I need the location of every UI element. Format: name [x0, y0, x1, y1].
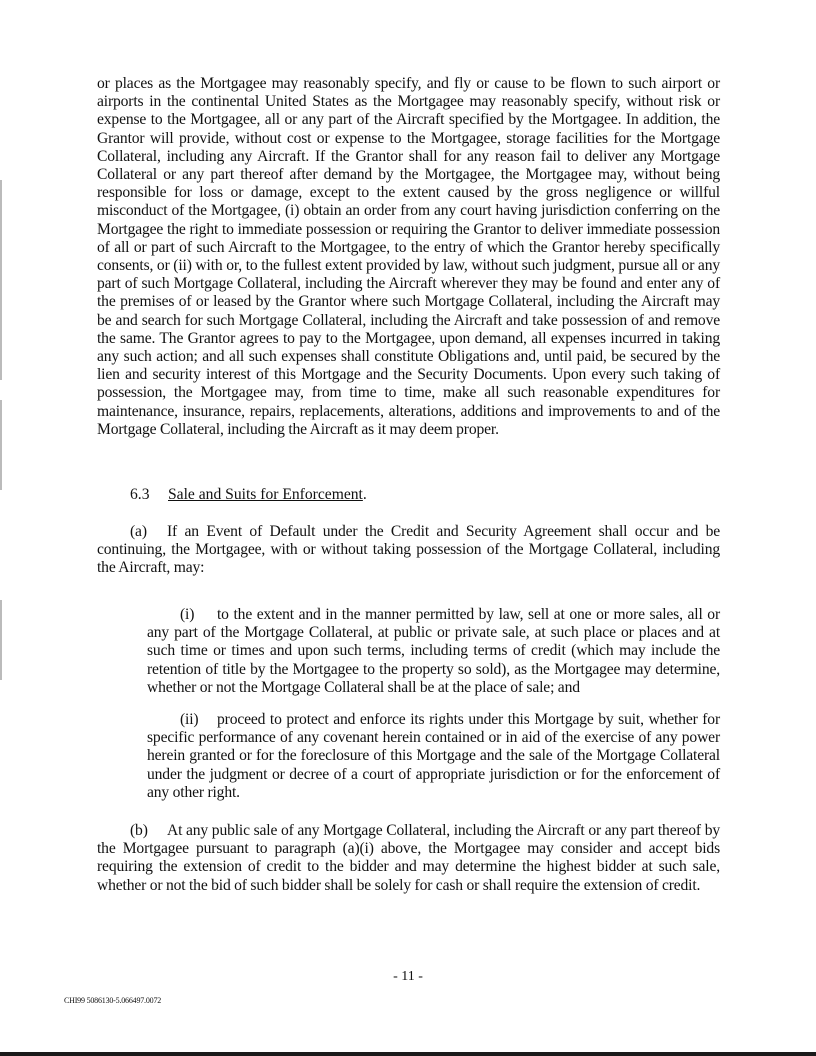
- section-number: 6.3: [130, 486, 150, 503]
- page-number: - 11 -: [393, 969, 423, 984]
- subparagraph-ii-label: (ii): [180, 711, 199, 728]
- scan-margin-mark: [0, 600, 2, 680]
- subparagraph-ii-text: proceed to protect and enforce its rights under this Mortgage by suit, whether for specific performance of any covenant herein contained or in aid of the exercise of any power herein granted or for the foreclosure of this Mortgage and the sale of the Mortgage Collateral under the judgment or decree of a court of appropriate jurisdiction or for the enforcement of any other right.: [147, 711, 720, 801]
- section-title-period: .: [362, 486, 367, 503]
- subparagraph-i: [147, 606, 720, 697]
- scan-margin-mark: [0, 180, 2, 380]
- paragraph-a-label: (a): [130, 523, 147, 540]
- scan-bottom-edge: [0, 1052, 816, 1056]
- paragraph-b: [97, 822, 720, 895]
- paragraph-b-text: At any public sale of any Mortgage Collateral, including the Aircraft or any part thereof by the Mortgagee pursuant to paragraph (a)(i) above, the Mortgagee may consider and accept bids requiring the extension of credit to the bidder and may determine the highest bidder at such sale, whether or not the bid of such bidder shall be solely for cash or shall require the extension of credit.: [97, 822, 720, 894]
- subparagraph-i-text: to the extent and in the manner permitted by law, sell at one or more sales, all or any part of the Mortgage Collateral, at public or private sale, at such place or places and at such time or times and upon such terms, including terms of credit (which may include the retention of title by the Mortgagee to the property so sold), as the Mortgagee may determine, whether or not the Mortgage Collateral shall be at the place of sale; and: [147, 606, 720, 696]
- paragraph-b-label: (b): [130, 822, 148, 839]
- section-title: Sale and Suits for Enforcement: [168, 486, 363, 503]
- paragraph-a-text: If an Event of Default under the Credit and Security Agreement shall occur and be continuing, the Mortgagee, with or without taking possession of the Mortgage Collateral, including the Aircraft, may:: [97, 523, 720, 577]
- section-heading: [130, 486, 367, 504]
- scan-margin-mark: [0, 400, 2, 490]
- subparagraph-i-label: (i): [180, 606, 195, 623]
- document-id: CHI99 5086130-5.066497.0072: [64, 996, 162, 1005]
- intro-paragraph: or places as the Mortgagee may reasonably specify, and fly or cause to be flown to such airport or airports in the continental United States as the Mortgagee may reasonably specify, without risk or expense to the Mortgagee, all or any part of the Aircraft specified by the Mortgagee. In addition, the Grantor will provide, without cost or expense to the Mortgagee, storage facilities for the Mortgage Collateral, including any Aircraft. If the Grantor shall for any reason fail to deliver any Mortgage Collateral or any part thereof after demand by the Mortgagee, the Mortgagee may, without being responsible for loss or damage, except to the extent caused by the gross negligence or willful misconduct of the Mortgagee, (i) obtain an order from any court having jurisdiction conferring on the Mortgagee the right to immediate possession or requiring the Grantor to deliver immediate possession of all or part of such Aircraft to the Mortgagee, to the entry of which the Grantor hereby specifically consents, or (ii) with or, to the fullest extent provided by law, without such judgment, pursue all or any part of such Mortgage Collateral, including the Aircraft wherever they may be found and enter any of the premises of or leased by the Grantor where such Mortgage Collateral, including the Aircraft may be and search for such Mortgage Collateral, including the Aircraft and take possession of and remove the same. The Grantor agrees to pay to the Mortgagee, upon demand, all expenses incurred in taking any such action; and all such expenses shall constitute Obligations and, until paid, be secured by the lien and security interest of this Mortgage and the Security Documents. Upon every such taking of possession, the Mortgagee may, from time to time, make all such reasonable expenditures for maintenance, insurance, repairs, replacements, alterations, additions and improvements to and of the Mortgage Collateral, including the Aircraft as it may deem proper.: [97, 75, 720, 438]
- paragraph-a: [97, 523, 720, 578]
- subparagraph-ii: [147, 711, 720, 802]
